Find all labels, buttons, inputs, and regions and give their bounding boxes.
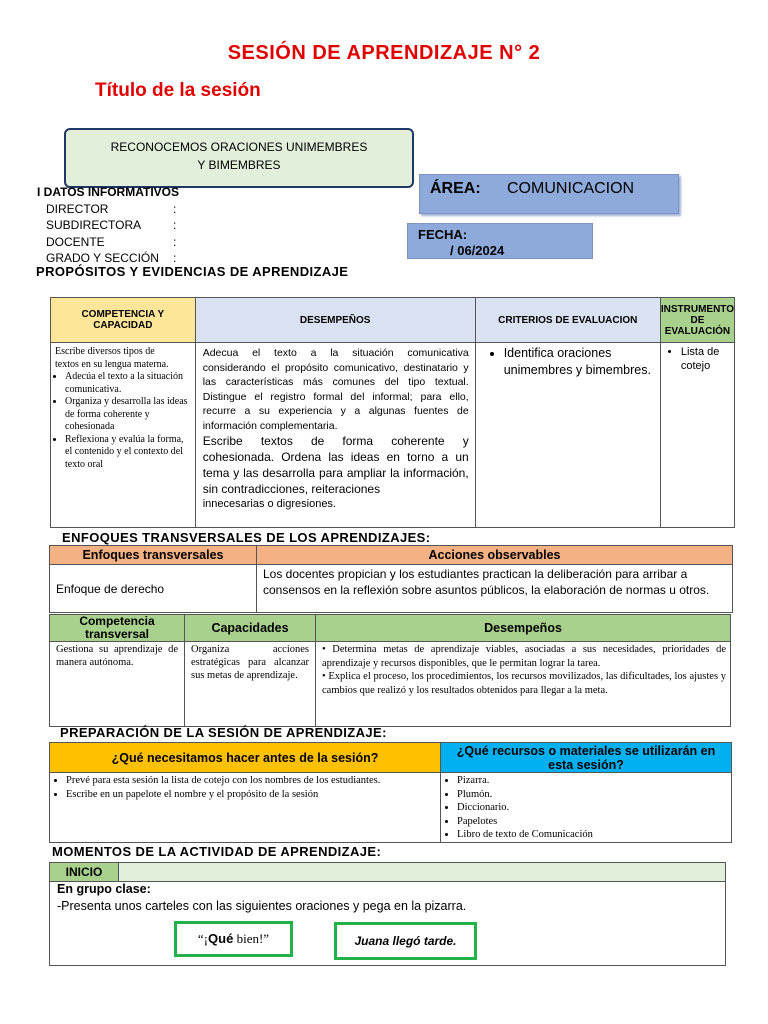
desempeno-3: innecesarias o digresiones.	[202, 498, 336, 510]
desempenos-cell	[195, 343, 475, 528]
area-label: ÁREA:	[430, 180, 481, 197]
instruccion: -Presenta unos carteles con las siguientes oraciones y pega en la pizarra.	[57, 899, 467, 913]
session-title-line1: RECONOCEMOS ORACIONES UNIMEMBRES	[110, 140, 368, 154]
list-item: • Reflexiona y evalúa la forma, el contenido y el contexto del texto oral	[65, 434, 191, 472]
cartel-juana: Juana llegó tarde.	[334, 922, 477, 960]
competencia-transversal-table	[49, 614, 731, 727]
list-item: • Plumón.	[457, 788, 729, 802]
enfoque-cell: Enfoque de derecho	[50, 565, 257, 613]
page-title: SESIÓN DE APRENDIZAJE N° 2	[227, 42, 541, 64]
ct-competencia-cell: Gestiona su aprendizaje de manera autónoma.	[50, 642, 185, 727]
ct-header-capacidades: Capacidades	[185, 615, 316, 642]
enfoques-table	[49, 545, 733, 613]
antes-header: ¿Qué necesitamos hacer antes de la sesión?	[50, 743, 441, 773]
grupo-clase: En grupo clase:	[57, 882, 151, 896]
list-item: • Diccionario.	[457, 801, 729, 815]
antes-cell	[50, 773, 441, 843]
header-competencia: COMPETENCIA Y CAPACIDAD	[51, 298, 196, 343]
list-item: • Libro de texto de Comunicación	[457, 828, 729, 842]
enfoques-header: Enfoques transversales	[50, 546, 257, 565]
list-item: • Organiza y desarrolla las ideas de forma coherente y cohesionada	[65, 396, 191, 434]
ct-capacidad-cell: Organiza acciones estratégicas para alcanzar sus metas de aprendizaje.	[185, 642, 316, 727]
fecha-box	[407, 223, 593, 259]
session-title-box	[64, 128, 414, 188]
propositos-heading: PROPÓSITOS Y EVIDENCIAS DE APRENDIZAJE	[36, 264, 349, 279]
instrumento-item: • Lista de cotejo	[681, 345, 729, 373]
ct-desempeno-1: • Determina metas de aprendizaje viables, asociadas a sus necesidades, prioridades de aprendizaje y recursos disponibles, que le permitan lograr la tarea.	[322, 644, 726, 669]
list-item: • Papelotes	[457, 815, 729, 829]
desempeno-1: Adecua el texto a la situación comunicativa considerando el propósito comunicativo, destinatario y las características más comunes del tipo textual. Distingue el registro formal del informal; para ello, recurre a su experiencia y a algunas fuentes de información complementaria.	[202, 347, 469, 432]
field-director: DIRECTOR :	[46, 202, 177, 216]
criterio-item: • Identifica oraciones unimembres y bimembres.	[504, 345, 656, 378]
competencia-cell	[51, 343, 196, 528]
capacidades-list	[55, 371, 191, 471]
header-instrumento: INSTRUMENTO DE EVALUACIÓN	[660, 298, 734, 343]
inicio-header	[49, 862, 726, 882]
area-value: COMUNICACION	[507, 180, 635, 197]
acciones-header: Acciones observables	[257, 546, 733, 565]
preparacion-heading: PREPARACIÓN DE LA SESIÓN DE APRENDIZAJE:	[60, 725, 387, 740]
header-desempenos: DESEMPEÑOS	[195, 298, 475, 343]
preparacion-table	[49, 742, 732, 843]
area-box	[419, 174, 679, 214]
cartel-que-bien: “¡Qué bien!”	[174, 921, 293, 957]
field-docente: DOCENTE :	[46, 234, 177, 249]
fecha-value: / 06/2024	[450, 243, 505, 258]
list-item: • Prevé para esta sesión la lista de cotejo con los nombres de los estudiantes.	[66, 774, 400, 788]
list-item: • Pizarra.	[457, 774, 729, 788]
momentos-heading: MOMENTOS DE LA ACTIVIDAD DE APRENDIZAJE:	[52, 844, 382, 859]
datos-fields	[46, 201, 186, 266]
recursos-header: ¿Qué recursos o materiales se utilizarán en esta sesión?	[441, 743, 732, 773]
ct-header-competencia: Competencia transversal	[50, 615, 185, 642]
ct-desempeno-cell	[316, 642, 731, 727]
competencia-intro: Escribe diversos tipos de textos en su lengua materna.	[55, 346, 169, 370]
inicio-label: INICIO	[50, 863, 119, 881]
recursos-cell	[441, 773, 732, 843]
session-subtitle: Título de la sesión	[95, 80, 261, 101]
accion-cell: Los docentes propician y los estudiantes practican la deliberación para arribar a consensos en la reflexión sobre asuntos públicos, la elaboración de normas u otros.	[257, 565, 733, 613]
header-criterios: CRITERIOS DE EVALUACION	[475, 298, 660, 343]
enfoques-heading: ENFOQUES TRANSVERSALES DE LOS APRENDIZAJES:	[62, 530, 431, 545]
field-subdirectora: SUBDIRECTORA :	[46, 218, 177, 233]
field-grado: GRADO Y SECCIÓN :	[46, 250, 177, 265]
ct-header-desempenos: Desempeños	[316, 615, 731, 642]
desempeno-2: Escribe textos de forma coherente y cohesionada. Ordena las ideas en torno a un tema y las desarrolla para ampliar la información, sin contradicciones, reiteraciones	[202, 434, 469, 496]
fecha-label: FECHA:	[418, 227, 468, 242]
list-item: • Adecúa el texto a la situación comunicativa.	[65, 371, 191, 396]
propositos-table	[50, 297, 735, 528]
list-item: • Escribe en un papelote el nombre y el propósito de la sesión	[66, 788, 400, 802]
instrumento-cell	[660, 343, 734, 528]
datos-heading: I DATOS INFORMATIVOS	[37, 185, 180, 199]
session-title-line2: Y BIMEMBRES	[197, 158, 281, 172]
ct-desempeno-2: • Explica el proceso, los procedimientos, los recursos movilizados, las dificultades, los ajustes y cambios que realizó y los resultados obtenidos para llegar a la meta.	[322, 671, 726, 696]
criterios-cell	[475, 343, 660, 528]
